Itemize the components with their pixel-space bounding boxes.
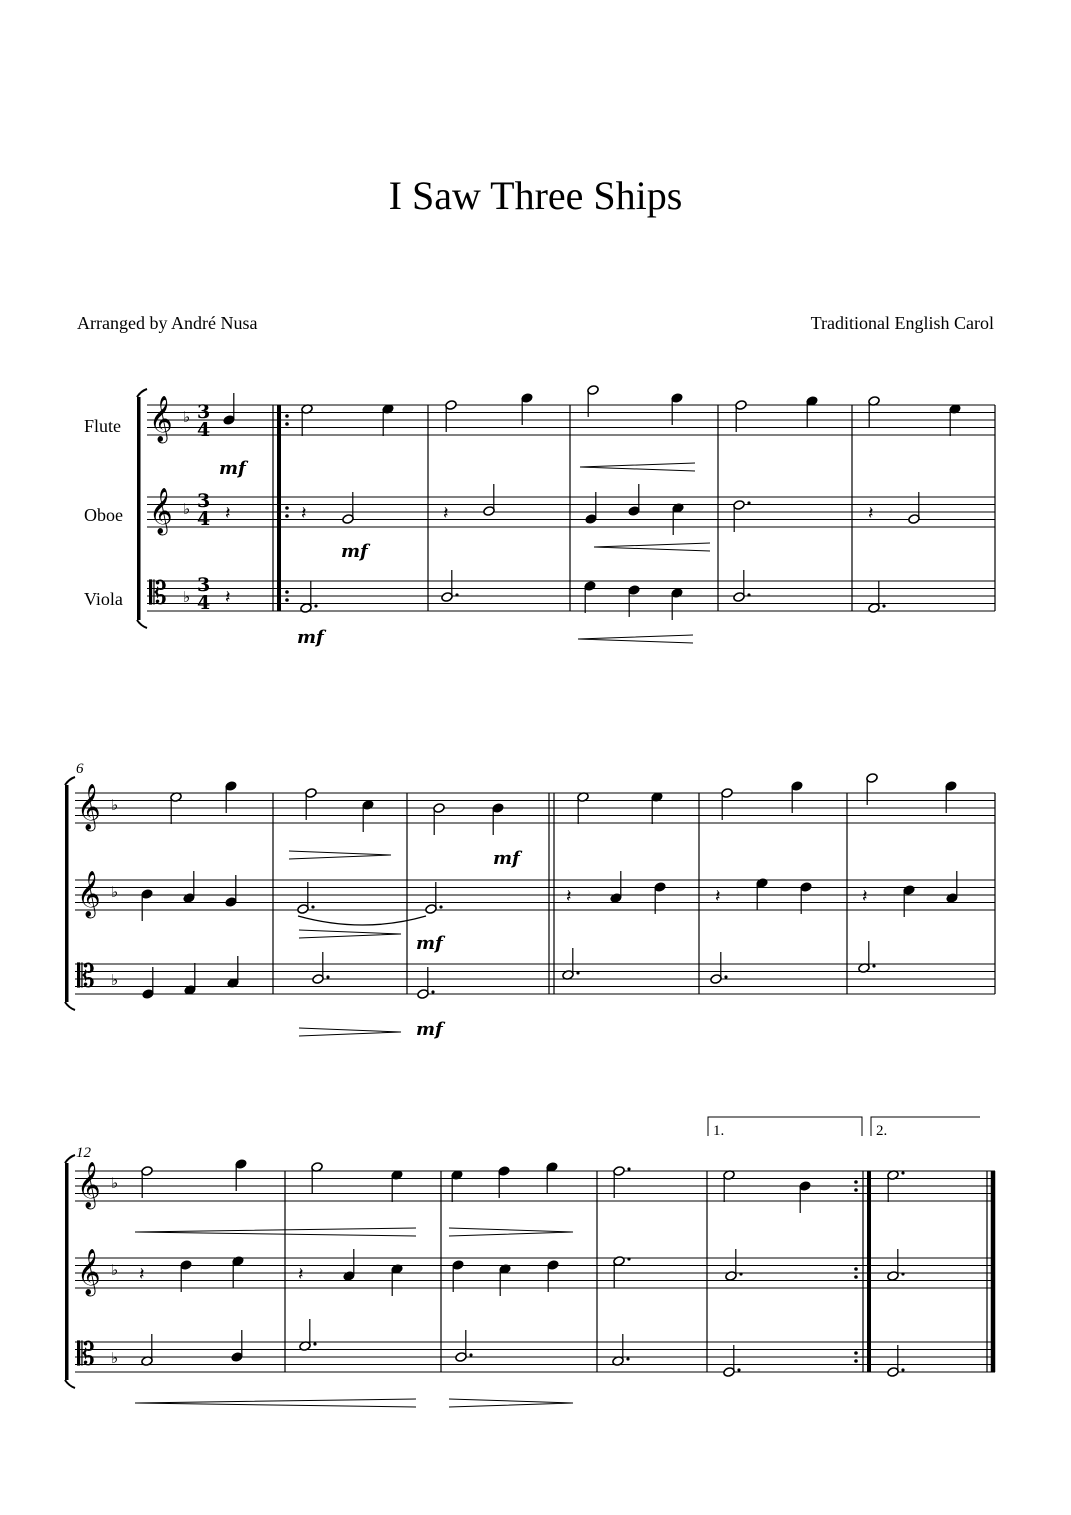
score-title: I Saw Three Ships xyxy=(388,173,683,218)
quarter-rest: 𝄽 xyxy=(862,886,868,907)
bracket-end xyxy=(137,389,147,397)
repeat-dot xyxy=(285,414,289,418)
augmentation-dot xyxy=(311,905,314,908)
repeat-dot xyxy=(854,1275,858,1279)
repeat-dot xyxy=(854,1188,858,1192)
treble-clef: 𝄞 xyxy=(77,1249,101,1295)
augmentation-dot xyxy=(737,1368,740,1371)
augmentation-dot xyxy=(882,604,885,607)
bracket-end xyxy=(65,1380,75,1388)
volta-2-label: 2. xyxy=(876,1123,888,1139)
augmentation-dot xyxy=(627,1257,630,1260)
dynamic-mf: mf xyxy=(493,848,520,869)
dynamic-mf: mf xyxy=(219,458,246,479)
augmentation-dot xyxy=(576,971,579,974)
dynamic-mf: mf xyxy=(416,1019,443,1040)
augmentation-dot xyxy=(747,501,750,504)
key-signature-flat: ♭ xyxy=(183,500,191,518)
decrescendo-hairpin xyxy=(299,1028,401,1036)
bracket-end xyxy=(137,620,147,628)
instrument-name-oboe: Oboe xyxy=(84,505,123,525)
instrument-name-flute: Flute xyxy=(84,416,122,436)
bracket-end xyxy=(65,1002,75,1010)
svg-text:3: 3 xyxy=(197,490,211,512)
augmentation-dot xyxy=(313,1342,316,1345)
augmentation-dot xyxy=(739,1272,742,1275)
crescendo-hairpin xyxy=(135,1228,416,1236)
decrescendo-hairpin xyxy=(449,1399,573,1407)
alto-clef: 𝄡 xyxy=(77,1335,95,1373)
treble-clef: 𝄞 xyxy=(149,488,173,534)
arranger-credit: Arranged by André Nusa xyxy=(77,313,258,333)
crescendo-hairpin xyxy=(580,463,695,471)
dynamic-mf: mf xyxy=(341,541,368,562)
system-bracket xyxy=(65,785,69,1002)
crescendo-hairpin xyxy=(594,543,710,551)
volta-1-bracket xyxy=(708,1117,862,1136)
key-signature-flat: ♭ xyxy=(111,1261,119,1279)
music-notation xyxy=(65,385,995,1407)
alto-clef: 𝄡 xyxy=(149,574,167,612)
svg-text:4: 4 xyxy=(197,419,211,441)
quarter-rest: 𝄽 xyxy=(139,1264,145,1285)
repeat-dot xyxy=(285,598,289,602)
augmentation-dot xyxy=(747,593,750,596)
system-bracket xyxy=(65,1163,69,1380)
quarter-rest: 𝄽 xyxy=(868,503,874,524)
augmentation-dot xyxy=(901,1272,904,1275)
repeat-dot xyxy=(854,1359,858,1363)
dynamic-mf: mf xyxy=(416,933,443,954)
key-signature-flat: ♭ xyxy=(111,1349,119,1367)
crescendo-hairpin xyxy=(578,635,693,643)
repeat-dot xyxy=(285,506,289,510)
augmentation-dot xyxy=(872,964,875,967)
augmentation-dot xyxy=(901,1368,904,1371)
crescendo-hairpin xyxy=(135,1399,416,1407)
system-bracket xyxy=(137,397,141,620)
svg-text:4: 4 xyxy=(197,592,211,614)
treble-clef: 𝄞 xyxy=(77,784,101,830)
key-signature-flat: ♭ xyxy=(183,588,191,606)
svg-text:3: 3 xyxy=(197,401,211,423)
measure-number: 12 xyxy=(76,1145,91,1161)
key-signature-flat: ♭ xyxy=(111,883,119,901)
treble-clef: 𝄞 xyxy=(77,871,101,917)
repeat-dot xyxy=(854,1267,858,1271)
augmentation-dot xyxy=(439,905,442,908)
dynamic-mf: mf xyxy=(297,627,324,648)
decrescendo-hairpin xyxy=(299,930,401,938)
bracket-end xyxy=(65,1155,75,1163)
augmentation-dot xyxy=(326,975,329,978)
decrescendo-hairpin xyxy=(289,851,391,859)
key-signature-flat: ♭ xyxy=(111,971,119,989)
quarter-rest: 𝄽 xyxy=(225,503,231,524)
augmentation-dot xyxy=(469,1353,472,1356)
treble-clef: 𝄞 xyxy=(149,396,173,442)
quarter-rest: 𝄽 xyxy=(298,1264,304,1285)
quarter-rest: 𝄽 xyxy=(566,886,572,907)
key-signature-flat: ♭ xyxy=(111,796,119,814)
augmentation-dot xyxy=(431,990,434,993)
volta-1-label: 1. xyxy=(713,1123,725,1139)
key-signature-flat: ♭ xyxy=(111,1174,119,1192)
repeat-dot xyxy=(285,422,289,426)
bracket-end xyxy=(65,777,75,785)
composer-credit: Traditional English Carol xyxy=(810,313,994,333)
svg-text:3: 3 xyxy=(197,574,211,596)
augmentation-dot xyxy=(724,975,727,978)
augmentation-dot xyxy=(627,1167,630,1170)
quarter-rest: 𝄽 xyxy=(715,886,721,907)
quarter-rest: 𝄽 xyxy=(301,503,307,524)
repeat-dot xyxy=(854,1351,858,1355)
repeat-dot xyxy=(285,590,289,594)
augmentation-dot xyxy=(626,1357,629,1360)
alto-clef: 𝄡 xyxy=(77,957,95,995)
svg-text:4: 4 xyxy=(197,508,211,530)
instrument-name-viola: Viola xyxy=(84,589,123,609)
volta-2-bracket xyxy=(871,1117,980,1136)
repeat-dot xyxy=(285,514,289,518)
time-signature xyxy=(197,401,210,614)
augmentation-dot xyxy=(455,593,458,596)
quarter-rest: 𝄽 xyxy=(443,503,449,524)
augmentation-dot xyxy=(901,1171,904,1174)
decrescendo-hairpin xyxy=(449,1228,573,1236)
treble-clef: 𝄞 xyxy=(77,1162,101,1208)
key-signature-flat: ♭ xyxy=(183,408,191,426)
repeat-dot xyxy=(854,1180,858,1184)
augmentation-dot xyxy=(314,604,317,607)
measure-number: 6 xyxy=(76,761,84,777)
quarter-rest: 𝄽 xyxy=(225,587,231,608)
